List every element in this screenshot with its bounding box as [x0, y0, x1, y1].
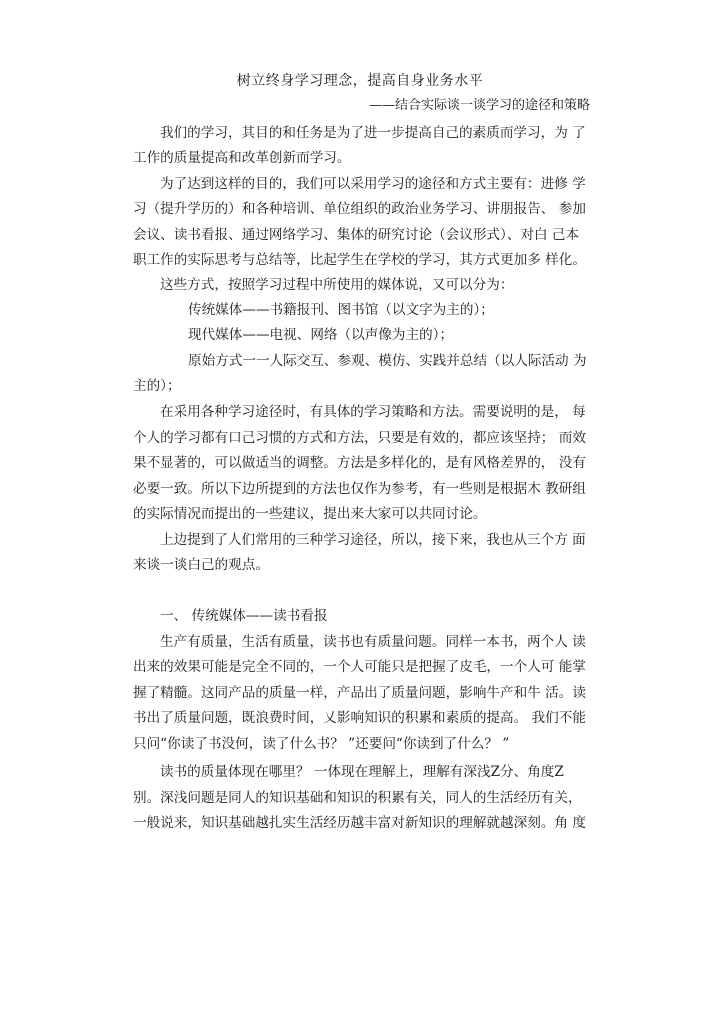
paragraph-line: 别。深浅问题是同人的知识基础和知识的积累有关，同人的生活经历有关，: [133, 790, 582, 806]
paragraph-line: 读书的质量体现在哪里？ 一体现在理解上，理解有深浅Z分、角度Z: [160, 764, 564, 780]
paragraph-line: 主的）；: [133, 378, 181, 394]
paragraph-line: 习（提升学历的）和各种培训、单位组织的政治业务学习、讲朋报告、 参加: [133, 201, 586, 217]
paragraph-line: 在采用各种学习途径时，有具体的学习策略和方法。需要说明的是， 每: [160, 404, 586, 420]
paragraph-line: 一般说来，知识基础越扎实生活经历越丰富对新知识的理解就越深刻。角 度: [133, 815, 586, 831]
paragraph-line: 会议、读书看报、通过网络学习、集体的研究讨论（会议形式）、对白 己本: [133, 227, 580, 243]
paragraph-line: 个人的学习都有口己习惯的方式和方法，只要是有效的，都应该坚持； 而效: [133, 430, 586, 446]
paragraph-line: 必要一致。所以下边所提到的方法也仅作为参考，有一些则是根据木 教研组: [133, 481, 586, 497]
paragraph-line: 职工作的实际思考与总结等，比起学生在学校的学习，其方式更加多 样化。: [133, 252, 586, 268]
list-item: 原始方式一一人际交互、参观、模仿、实践并总结（以人际活动 为: [188, 353, 587, 369]
paragraph-line: 这些方式，按照学习过程中所使用的媒体说，又可以分为：: [160, 277, 514, 293]
paragraph-line: 书出了质量问题，既浪费时间，乂影响知识的积累和素质的提高。 我们不能: [133, 710, 586, 726]
document-title: 树立终身学习理念，提高自身业务水平: [236, 73, 484, 89]
paragraph-line: 果不显著的，可以做适当的调整。方法是多样化的，是有风格差界的， 没有: [133, 455, 586, 471]
list-item: 现代媒体——电视、网络（以声像为主的）；: [188, 327, 454, 343]
paragraph-line: 出来的效果可能是完全不同的，一个人可能只是把握了皮毛，一个人可 能掌: [133, 659, 586, 675]
section-heading: 一、 传统媒体——读书看报: [160, 608, 328, 624]
paragraph-line: 生产有质量，生活有质量，读书也有质量问题。同样一本书，两个人 读: [160, 634, 586, 650]
paragraph-line: 我们的学习，其目的和任务是为了进一步提高自己的素质而学习，为 了: [160, 125, 586, 141]
list-item: 传统媒体——书籍报刊、图书馆（以文字为主的）；: [188, 302, 494, 318]
paragraph-line: 来谈一谈白己的观点。: [133, 557, 269, 573]
paragraph-line: 的实际情况而提出的一些建议，提出来大家可以共同讨论。: [133, 506, 487, 522]
paragraph-line: 握了精髓。这同产品的质量一样，产品出了质量问题，影响牛产和牛 活。读: [133, 685, 586, 701]
paragraph-line: 为了达到这样的目的，我们可以采用学习的途径和方式主要有：进修 学: [160, 176, 586, 192]
paragraph-line: 工作的质量提高和改革创新而学习。: [133, 150, 351, 166]
document-subtitle: ——结合实际谈一谈学习的途径和策略: [368, 98, 590, 113]
paragraph-line: 只问“你读了书没何，读了什么书？ ”还要问“你读到了什么？ ”: [133, 736, 510, 752]
paragraph-line: 上边提到了人们常用的三种学习途径，所以，接下来，我也从三个方 面: [160, 532, 586, 548]
